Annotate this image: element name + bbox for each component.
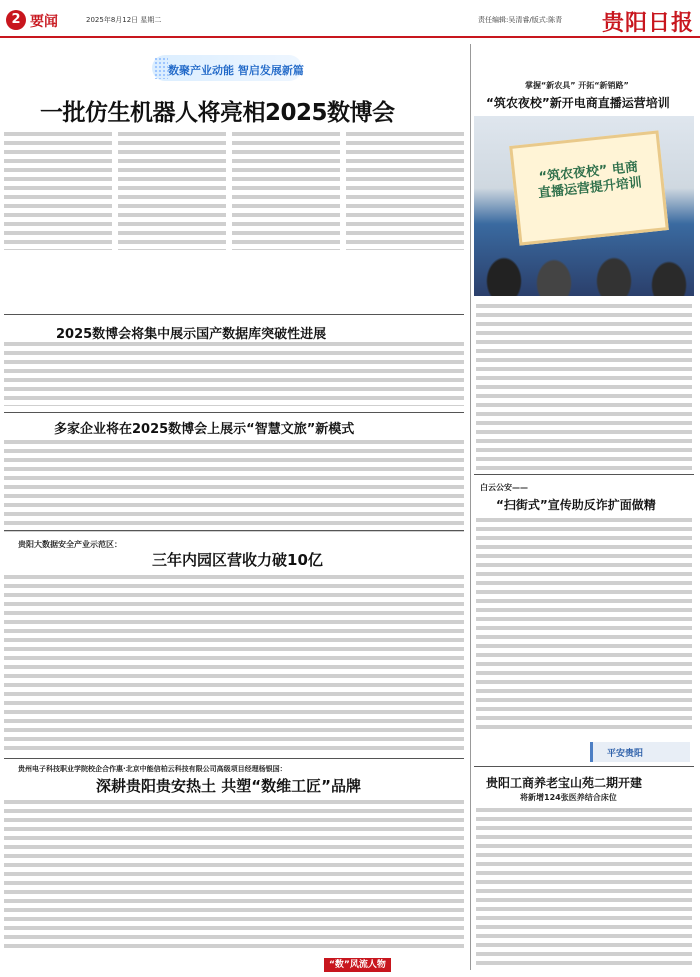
- article4-body: [4, 575, 464, 751]
- lead-body-col1: [4, 132, 112, 250]
- topic-banner: [152, 45, 302, 93]
- right-bottom-headline: 贵阳工商养老宝山苑二期开建: [486, 776, 643, 790]
- lead-body-col2: [118, 132, 226, 250]
- article4-headline: 三年内园区营收力破10亿: [152, 551, 323, 569]
- lead-headline: 一批仿生机器人将亮相2025数博会: [40, 100, 395, 126]
- masthead: [0, 0, 700, 40]
- ping-an-guiyang-logo: [590, 742, 690, 762]
- training-banner-board: [509, 130, 669, 245]
- divider: [474, 766, 694, 767]
- feature-tag-label: “数”风流人物: [324, 958, 391, 972]
- right-top-body: [476, 304, 692, 470]
- right-bottom-subtitle: 将新增124张医养结合床位: [520, 793, 617, 802]
- board-text: “筑农夜校” 电商直播运营提升培训: [537, 159, 643, 202]
- issue-date: 2025年8月12日 星期二: [86, 16, 162, 24]
- divider: [4, 412, 464, 413]
- masthead-rule: [0, 36, 700, 38]
- editors-credit: 责任编辑:吴清睿/版式:陈青: [478, 16, 563, 24]
- article5-headline: 深耕贵阳贵安热土 共塑“数维工匠”品牌: [96, 777, 361, 795]
- training-photo: [474, 116, 694, 296]
- page-number: 2: [6, 10, 26, 30]
- banner-dots-icon: [154, 57, 168, 79]
- ping-an-label: 平安贵阳: [607, 749, 644, 759]
- lead-body-col4: [346, 132, 464, 250]
- divider: [4, 758, 464, 759]
- article2-body: [4, 342, 464, 406]
- right-top-headline: “筑农夜校”新开电商直播运营培训: [486, 96, 670, 110]
- audience-silhouettes: [474, 241, 694, 296]
- banner-text: 数聚产业动能 智启发展新篇: [168, 64, 304, 77]
- article2-headline: 2025数博会将集中展示国产数据库突破性进展: [56, 327, 327, 342]
- right-top-kicker: 掌握“新农具” 开拓“新销路”: [525, 81, 629, 90]
- right-mid-headline: “扫街式”宣传助反诈扩面做精: [496, 498, 656, 512]
- divider: [474, 474, 694, 475]
- column-divider: [470, 44, 471, 970]
- right-mid-kicker: 白云公安——: [480, 483, 528, 492]
- newspaper-logo: 贵阳日报: [602, 10, 695, 36]
- lead-body-col3: [232, 132, 340, 250]
- article3-headline: 多家企业将在2025数博会上展示“智慧文旅”新模式: [54, 422, 355, 437]
- article5-kicker: 贵州电子科技职业学院校企合作惠·北京中能信柏云科技有限公司高级项目经理杨银国：: [18, 765, 287, 773]
- article3-body: [4, 440, 464, 532]
- article4-kicker: 贵阳大数据安全产业示范区：: [18, 540, 122, 549]
- section-name: 要闻: [30, 14, 58, 30]
- divider: [4, 314, 464, 315]
- right-mid-body: [476, 518, 692, 734]
- divider: [4, 530, 464, 531]
- right-bottom-body: [476, 808, 692, 968]
- feature-tag: [324, 952, 434, 968]
- article5-body: [4, 800, 464, 950]
